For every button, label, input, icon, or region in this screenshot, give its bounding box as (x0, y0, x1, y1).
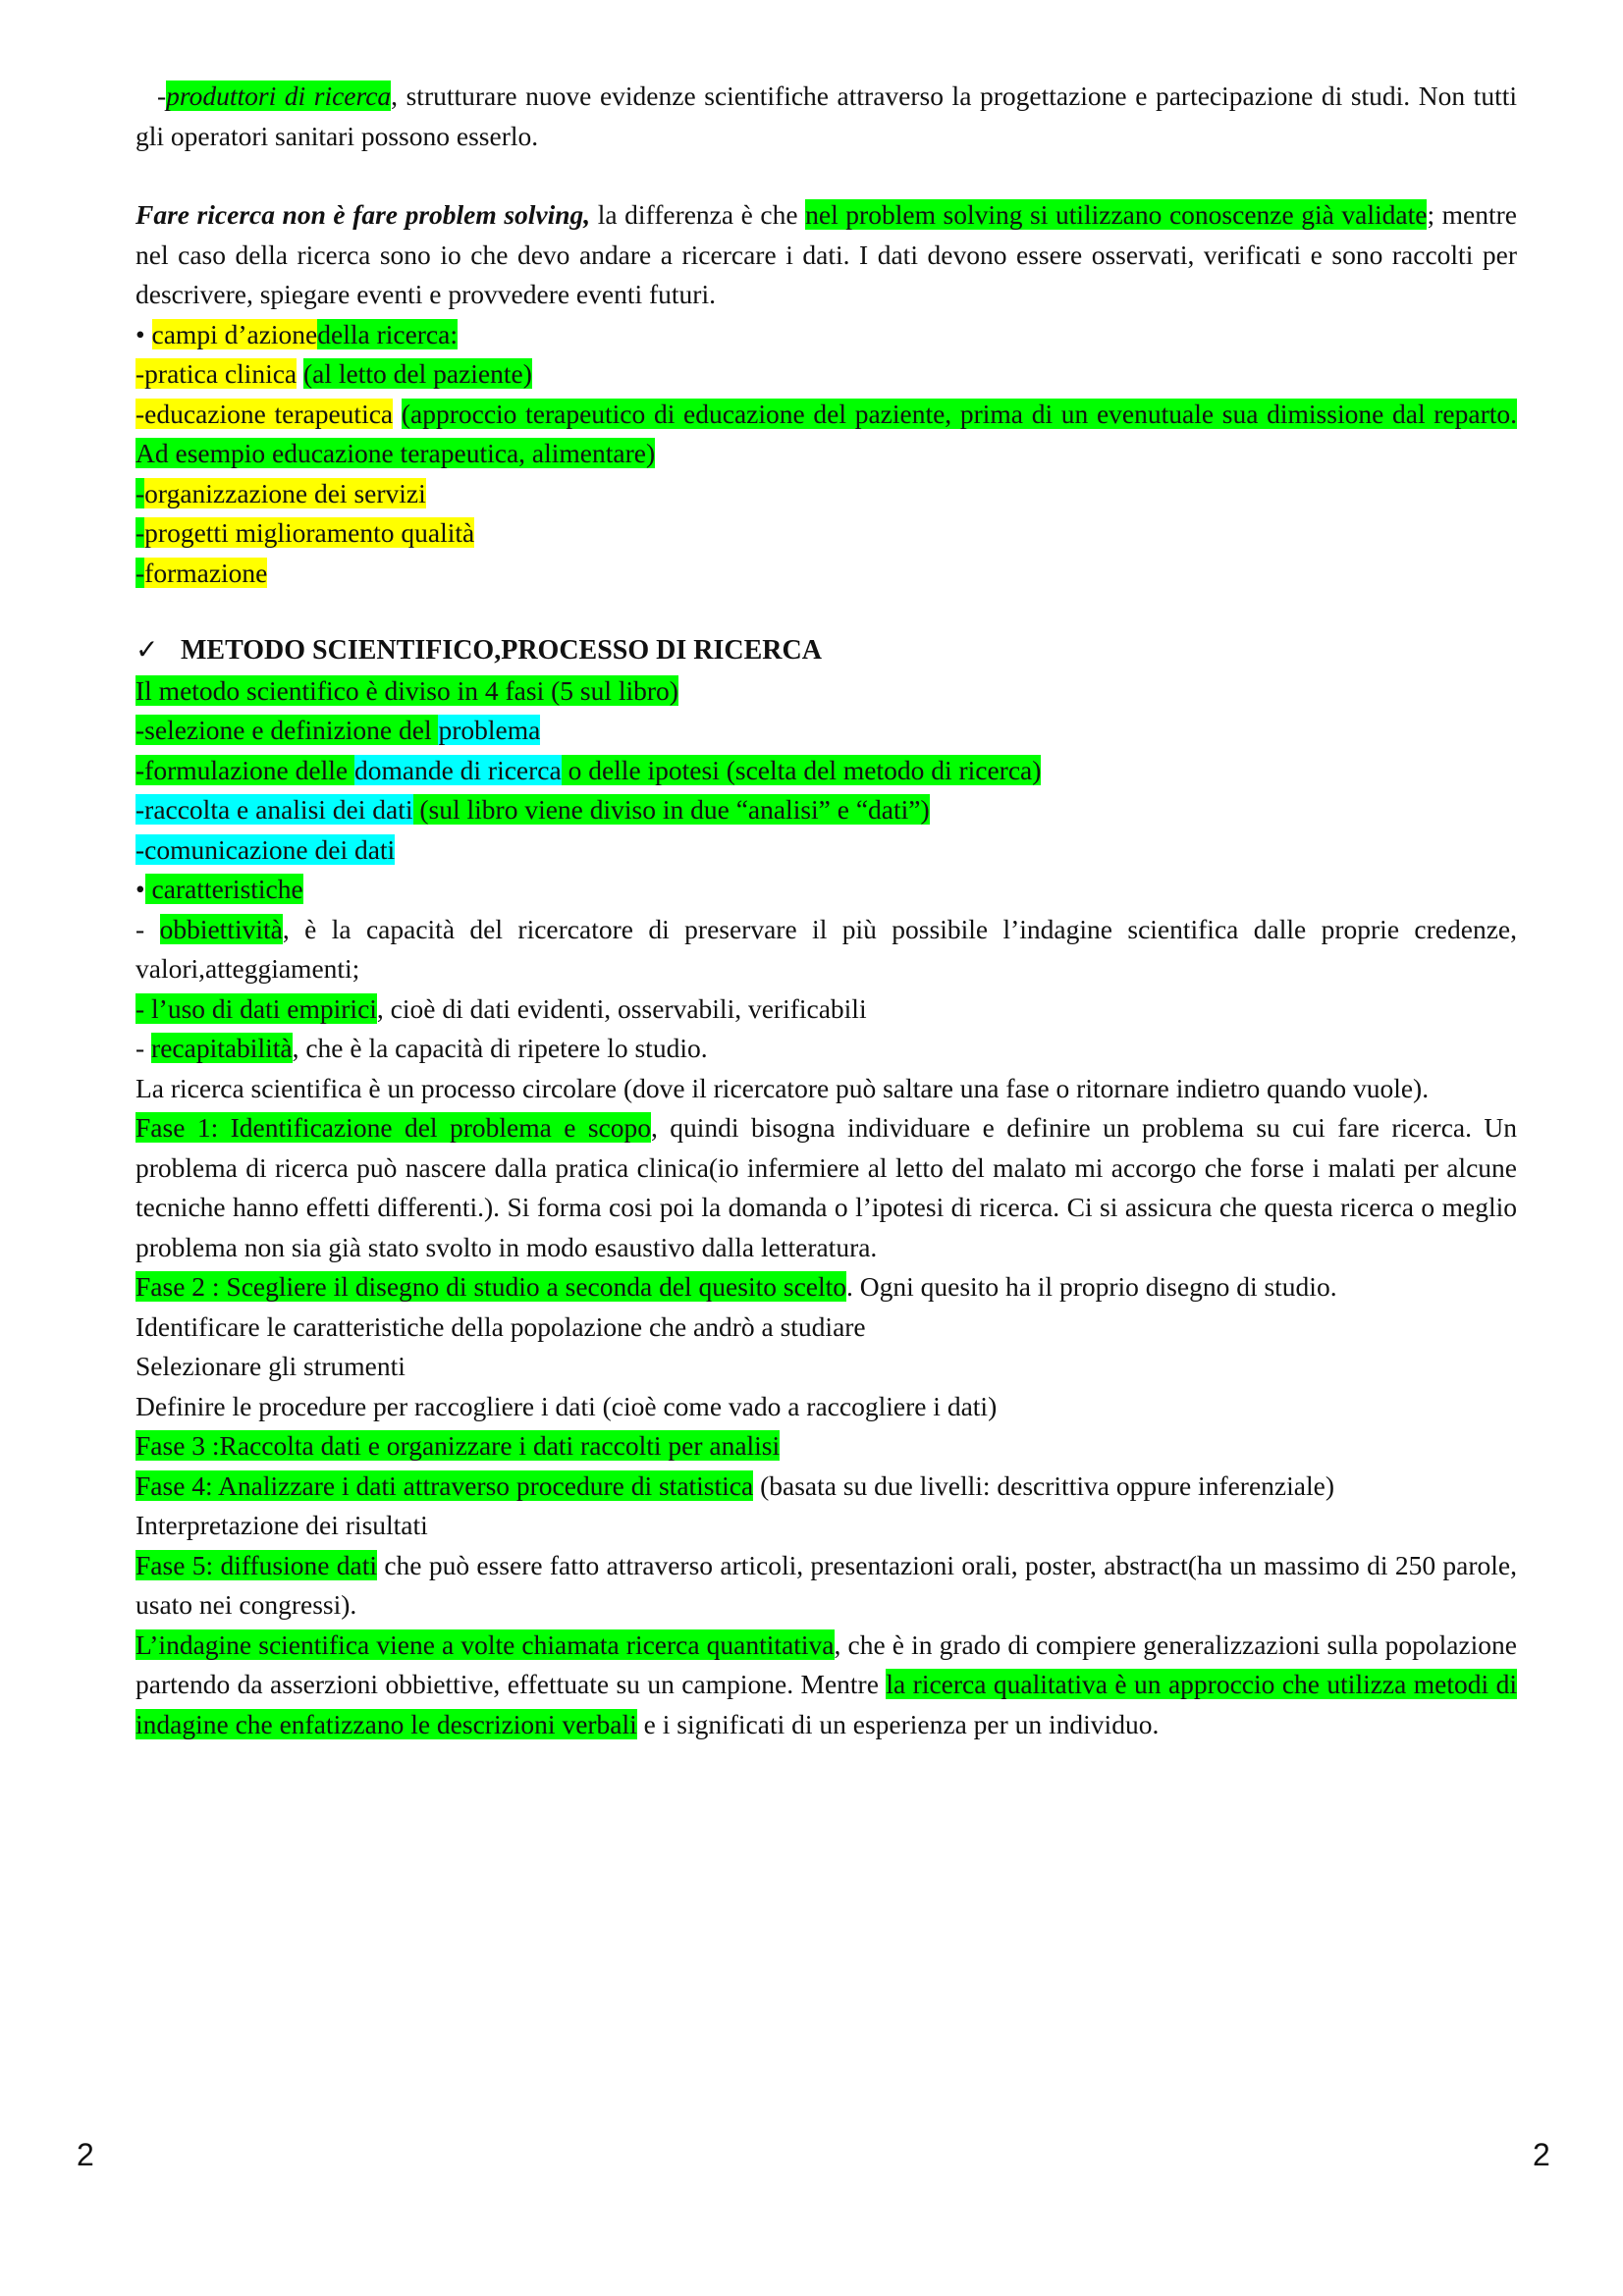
page-number-left: 2 (77, 2137, 94, 2172)
dash: - (135, 913, 160, 944)
fasi-item-3 (135, 790, 1517, 830)
highlight-item-note: (al letto del paziente) (303, 358, 532, 389)
paragraph-text: , che è in grado di compiere generalizzazioni sulla popolazione partendo da asserzioni obbiettive, effettuate su un campione. Mentre (135, 1629, 1517, 1699)
highlight-caratteristiche: caratteristiche (144, 874, 303, 904)
fase-2-line-procedure: Definire le procedure per raccogliere i dati (cioè come vado a raccogliere i dati) (135, 1390, 998, 1421)
paragraph-quantitativa-qualitativa (135, 1626, 1517, 1745)
highlight-campi: campi d’azione (151, 318, 318, 349)
campi-item-progetti: -progetti miglioramento qualità (135, 517, 475, 548)
highlight-item-note: (approccio terapeutico di educazione del paziente, prima di un evenutuale sua dimissione dal reparto. Ad esempio educazione terapeutica, alimentare) (135, 398, 1518, 468)
caratteristica-recapitabilita (135, 1029, 1517, 1069)
caratteristica-obbiettivita (135, 910, 1517, 989)
page-number-right: 2 (1533, 2137, 1550, 2172)
highlight-item: -formulazione delle (135, 754, 354, 785)
campi-item-organizzazione: -organizzazione dei servizi (135, 477, 426, 508)
fasi-item-1 (135, 711, 1517, 751)
paragraph-fase-1 (135, 1108, 1517, 1267)
highlight-obbiettivita: obbiettività (159, 913, 283, 944)
highlight-fase-4: Fase 4: Analizzare i dati attraverso procedure di statistica (135, 1469, 754, 1501)
heading-text: METODO SCIENTIFICO,PROCESSO DI RICERCA (181, 635, 822, 666)
paragraph-problem-solving (135, 195, 1517, 315)
paragraph-fase-4 (135, 1467, 1517, 1507)
dash: - (135, 1033, 152, 1063)
paragraph-fase-5 (135, 1546, 1517, 1626)
highlight-dati-empirici: - l’uso di dati empirici (135, 992, 377, 1024)
checkmark-icon: ✓ (135, 633, 159, 666)
paragraph-text: . Ogni quesito ha il proprio disegno di studio. (846, 1271, 1337, 1302)
highlight-produttori: produttori di ricerca (166, 80, 392, 111)
paragraph-text: (basata su due livelli: descrittiva oppure inferenziale) (753, 1469, 1334, 1501)
fasi-intro (135, 671, 1517, 712)
campi-title (135, 315, 1517, 355)
highlight-item-key: domande di ricerca (353, 754, 562, 785)
fase-4-line-interpretazione: Interpretazione dei risultati (135, 1510, 428, 1540)
highlight-fase-1: Fase 1: Identificazione del problema e scopo (135, 1112, 651, 1143)
highlight-problem-solving: nel problem solving si utilizzano conoscenze già validate (805, 199, 1428, 230)
highlight-fase-3: Fase 3 :Raccolta dati e organizzare i dati raccolti per analisi (135, 1430, 781, 1461)
highlight-item-note: o delle ipotesi (scelta del metodo di ricerca) (561, 754, 1042, 785)
fase-2-line-popolazione: Identificare le caratteristiche della popolazione che andrò a studiare (135, 1310, 866, 1342)
highlight-recapitabilita: recapitabilità (151, 1033, 293, 1063)
paragraph-text: , strutturare nuove evidenze scientifiche attraverso la progettazione e partecipazione di studi. Non tutti gli operatori sanitari possono esserlo. (135, 80, 1517, 151)
document-body (135, 77, 1517, 1744)
highlight-della-ricerca: della ricerca: (317, 318, 458, 349)
highlight-item: -pratica clinica (135, 358, 298, 389)
campi-item-educazione (135, 395, 1517, 474)
bullet: • (135, 318, 145, 349)
fase-2-line-strumenti: Selezionare gli strumenti (135, 1351, 406, 1381)
paragraph-text: , quindi bisogna individuare e definire un problema su cui fare ricerca. Un problema di ricerca può nascere dalla pratica clinica(io infermiere al letto del malato mi accorgo che forse i malati per alcune tecniche hanno effetti differenti.). Si forma cosi poi la domanda o l’ipotesi di ricerca. Ci si assicura che questa ricerca o meglio problema non sia già stato svolto in modo esaustivo dalla letteratura. (135, 1112, 1518, 1262)
paragraph-text: , è la capacità del ricercatore di preservare il più possibile l’indagine scientifica dalle proprie credenze, valori,atteggiamenti; (135, 913, 1517, 984)
highlight-item-key: problema (438, 715, 541, 745)
paragraph-text: la differenza è che (590, 199, 806, 230)
section-heading (135, 630, 1517, 671)
campi-item-pratica (135, 354, 1517, 395)
highlight-item: progetti miglioramento qualità (144, 517, 475, 548)
highlight-item-key: -raccolta e analisi dei dati (135, 794, 413, 825)
highlight-fasi-intro: Il metodo scientifico è diviso in 4 fasi (5 sul libro) (135, 674, 678, 706)
highlight-item: formazione (144, 557, 268, 588)
paragraph-produttori: -produttori di ricerca, strutturare nuove evidenze scientifiche attraverso la progettazione e partecipazione di studi. Non tutti gli operatori sanitari possono esserlo. (135, 80, 1517, 151)
campi-item-formazione: -formazione (135, 557, 268, 588)
highlight-fase-2: Fase 2 : Scegliere il disegno di studio a seconda del quesito scelto (135, 1271, 847, 1302)
highlight-item-key: -comunicazione dei dati (135, 833, 396, 865)
paragraph-text: che può essere fatto attraverso articoli, presentazioni orali, poster, abstract(ha un massimo di 250 parole, usato nei congressi). (135, 1549, 1517, 1620)
paragraph-text: e i significati di un esperienza per un individuo. (636, 1708, 1160, 1739)
highlight-item-note: (sul libro viene diviso in due “analisi” e “dati”) (412, 794, 930, 825)
caratteristiche-title (135, 870, 1517, 910)
highlight-quantitativa: L’indagine scientifica viene a volte chiamata ricerca quantitativa (135, 1629, 835, 1660)
paragraph-text: ; mentre nel caso della ricerca sono io che devo andare a ricercare i dati. I dati devono essere osservati, verificati e sono raccolti per descrivere, spiegare eventi e provvedere eventi futuri. (135, 199, 1517, 309)
paragraph-text: , cioè di dati evidenti, osservabili, verificabili (376, 992, 867, 1024)
highlight-qualitativa: la ricerca qualitativa è un approccio che utilizza metodi di indagine che enfatizzano le descrizioni verbali (135, 1669, 1517, 1739)
paragraph-fase-2 (135, 1267, 1517, 1308)
paragraph-fase-3 (135, 1426, 1517, 1467)
bold-lead: Fare ricerca non è fare problem solving, (135, 199, 591, 230)
paragraph-circolare: La ricerca scientifica è un processo circolare (dove il ricercatore può saltare una fase o ritornare indietro quando vuole). (135, 1072, 1430, 1103)
highlight-item: -educazione terapeutica (135, 398, 394, 429)
paragraph-text: , che è la capacità di ripetere lo studio. (292, 1033, 708, 1063)
highlight-fase-5: Fase 5: diffusione dati (135, 1549, 378, 1580)
caratteristica-dati-empirici (135, 989, 1517, 1030)
fasi-item-4 (135, 830, 1517, 871)
highlight-item: organizzazione dei servizi (144, 477, 426, 508)
highlight-item: -selezione e definizione del (135, 715, 439, 745)
bullet: • (135, 874, 145, 904)
fasi-item-2 (135, 751, 1517, 791)
